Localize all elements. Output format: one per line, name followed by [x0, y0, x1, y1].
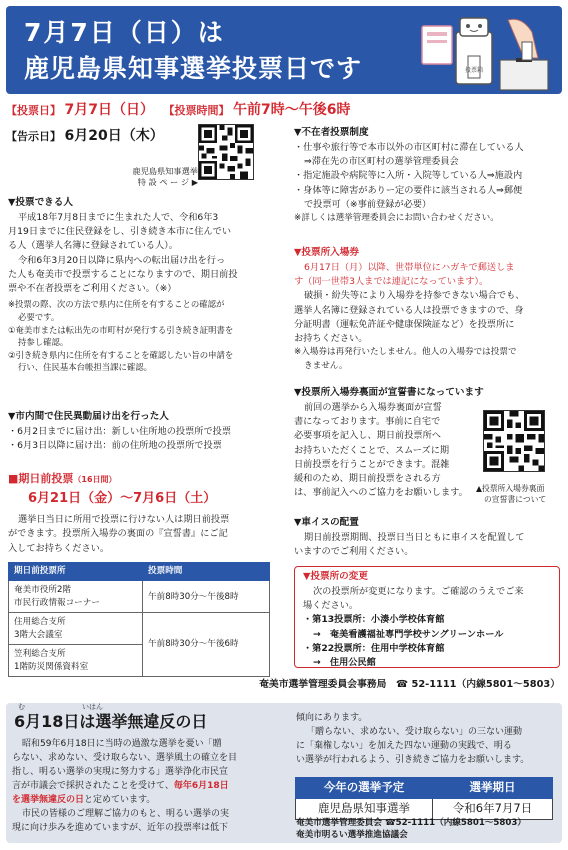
change-item-1-new: → 奄美看護福祉専門学校サングリーンホール — [313, 628, 504, 640]
wheelchair-l2: いますのでご利用ください。 — [294, 546, 414, 558]
bottom-footer — [296, 817, 558, 842]
declaration-body — [294, 401, 474, 501]
bottom-r-l3: に「棄権しない」を加えた四ない運動の実践で、明る — [296, 740, 512, 751]
early-voting-section — [8, 470, 280, 556]
footer-phone: ☎52-1111（内線5801〜5803） — [384, 818, 526, 828]
ticket-l1: 破損・紛失等により入場券を持参できない場合でも、 — [304, 290, 525, 302]
notice-date-line — [6, 126, 164, 148]
schedule-election: 鹿児島県知事選挙 — [296, 798, 433, 819]
bottom-right-text — [296, 712, 558, 768]
ticket-l4: お持ちください。 — [294, 333, 368, 345]
contact-phone: 52-1111（内線5801〜5803） — [411, 679, 560, 690]
vote-date-tag: 【投票日】 — [6, 104, 61, 117]
bottom-p1-l5-b: と定めています。 — [84, 794, 156, 805]
bottom-p1-l2: らない、求めない、受け取らない、選挙風土の確立を目 — [12, 752, 238, 763]
schedule-date: 令和6年7月7日 — [433, 798, 553, 819]
declaration-qr-caption — [476, 484, 562, 505]
ticket-l3: 分証明書（運転免許証や健康保険証など）を投票所に — [294, 318, 515, 330]
declaration-l3: 必要事項を記入し、期日前投票所へ — [294, 430, 441, 442]
eligible-note1-l1: ①奄美市または転出先の市町村が発行する引き続き証明書を — [8, 324, 234, 335]
bottom-r-l2: 「贈らない、求めない、受け取らない」の三ない運動 — [306, 726, 523, 737]
vote-date: 7月7日（日） — [64, 102, 154, 118]
eligible-heading: ▼投票できる人 — [8, 197, 73, 208]
ticket-section — [294, 246, 562, 373]
change-heading: ▼投票所の変更 — [303, 571, 368, 582]
early-p-l1: 選挙日当日に所用で投票に行けない人は期日前投票 — [18, 514, 230, 526]
ticket-n2: きません。 — [304, 360, 348, 371]
table-header-time: 投票時間 — [143, 563, 270, 581]
table-row — [9, 613, 270, 645]
change-item-1: ・第13投票所：小湊小学校体育館 — [303, 614, 445, 626]
eligible-note2-l1: ②引き続き県内に住所を有することを確認したい旨の申請を — [8, 349, 234, 360]
ticket-l2: 選挙人名簿に登録されている人は投票できますので、身 — [294, 304, 524, 316]
absentee-l5: で投票可（※事前登録が必要） — [304, 198, 432, 210]
bottom-p1-l5-a: を選挙無違反の日 — [12, 794, 85, 805]
bottom-r-l1: 傾向にあります。 — [296, 713, 368, 723]
footer-line-2: 奄美市明るい選挙推進協議会 — [296, 830, 408, 841]
declaration-l7: は、事前記入へのご協力をお願いします。 — [294, 487, 468, 499]
declaration-l1: 前回の選挙から入場券裏面が宣誓 — [304, 401, 442, 413]
wheelchair-section — [294, 516, 562, 559]
polling-place-change-box — [294, 566, 560, 668]
notice-tag: 【告示日】 — [6, 130, 61, 143]
schedule-header-row — [296, 778, 553, 799]
wheelchair-heading: ▼車イスの配置 — [294, 517, 359, 528]
bottom-title: 6月18日は選挙無違反の日 — [14, 712, 208, 731]
table-cell-time: 午前8時30分〜午後6時 — [143, 613, 270, 677]
place-line-1: 奄美市役所2階 — [14, 585, 72, 596]
declaration-l6: 緩和のため、期日前投票をされる方 — [294, 473, 441, 485]
declaration-l4: お持ちいただくことで、スムーズに期 — [294, 444, 450, 456]
moved-line-2: ・6月3日以降に届け出：前の住所地の投票所で投票 — [8, 440, 222, 452]
bottom-p1-l4-a: 言が市議会で採択されたことを受けて、 — [12, 780, 174, 791]
bottom-p2-l1: 市民の皆様のご理解ご協力のもと、明るい選挙の実 — [22, 808, 230, 819]
place-line-2: 3階大会議室 — [14, 629, 63, 640]
ticket-heading: ▼投票所入場券 — [294, 247, 359, 258]
absentee-section — [294, 126, 562, 225]
ballot-box-illustration — [412, 12, 552, 94]
moved-section — [8, 410, 280, 453]
absentee-heading: ▼不在者投票制度 — [294, 127, 369, 138]
ballot-box-label: 投票箱 — [464, 67, 484, 74]
absentee-l4: ・身体等に障害がありー定の要件に該当される人⇒郵便 — [294, 184, 523, 196]
early-period: 6月21日（金）〜7月6日（土） — [28, 491, 217, 507]
notice-date: 6月20日（木） — [64, 128, 164, 144]
absentee-l3: ・指定施設や病院等に入所・入院等している人⇒施設内 — [294, 170, 523, 182]
title-line-1: 7月7日（日）は — [24, 18, 225, 47]
moved-line-1: ・6月2日までに届け出：新しい住所地の投票所で投票 — [8, 425, 232, 437]
vote-date-line — [6, 100, 350, 122]
eligible-section — [8, 196, 280, 374]
wheelchair-l1: 期日前投票期間、投票日当日ともに車イスを配置して — [304, 531, 525, 543]
bottom-r-l4: い選挙が行われるよう、引き続きご協力をお願いします。 — [296, 754, 530, 765]
ruby-mu: む — [18, 703, 25, 711]
special-page-qr-code[interactable] — [198, 124, 254, 180]
table-header-place: 期日前投票所 — [9, 563, 143, 581]
declaration-qr-caption-1: ▲投票所入場券裏面 — [476, 484, 545, 493]
moved-heading: ▼市内間で住民異動届け出を行った人 — [8, 411, 169, 422]
schedule-header-election: 今年の選挙予定 — [296, 778, 433, 799]
ticket-n1: ※入場券は再発行いたしません。他人の入場券では投票で — [294, 347, 517, 358]
declaration-qr-code[interactable] — [483, 410, 545, 472]
eligible-p2-l3: 票や不在者投票をご利用ください。（※） — [8, 283, 177, 295]
contact-line — [200, 677, 560, 692]
ticket-red-l1: 6月17日（月）以降、世帯単位にハガキで郵送しま — [304, 261, 515, 273]
eligible-p2-l1: 令和6年3月20日以降に県内への転出届け出を行っ — [18, 254, 226, 266]
eligible-note1-l2: 持参し確認。 — [18, 337, 69, 348]
declaration-l2: 書になっております。事前に自宅で — [294, 416, 441, 428]
election-schedule-table — [295, 777, 553, 820]
place-line-1: 住用総合支所 — [14, 617, 66, 628]
eligible-note-l2: 必要です。 — [18, 311, 60, 322]
place-line-2: 1階防災関係資料室 — [14, 661, 89, 672]
vote-time-tag: 【投票時間】 — [163, 104, 230, 117]
declaration-qr-caption-2: の宣誓書について — [484, 494, 547, 504]
bottom-p1-l3: 指し、明るい選挙の実現に努力する」選挙浄化市民宣 — [12, 766, 229, 777]
ruby-ihan: いはん — [82, 703, 103, 711]
bottom-p2-l2: 現に向け歩みを進めていますが、近年の投票率は低下 — [12, 822, 229, 833]
table-header-row — [9, 563, 270, 581]
eligible-p1-l3: る人（選挙人名簿に登録されている人）。 — [8, 240, 178, 252]
table-cell-place — [9, 645, 143, 677]
bottom-p1-l1: 昭和59年6月18日に当時の過激な選挙を憂い「贈 — [22, 739, 222, 749]
qr-caption-line-2: 特 設 ペ ー ジ ▶ — [137, 177, 198, 188]
table-row — [296, 798, 553, 819]
early-voting-table — [8, 562, 270, 677]
place-line-1: 笠利総合支所 — [14, 649, 66, 660]
table-cell-place — [9, 613, 143, 645]
eligible-p1-l1: 平成18年7月8日までに生まれた人で、令和6年3 — [18, 211, 219, 223]
declaration-heading: ▼投票所入場券裏面が宣誓書になっています — [294, 387, 484, 398]
early-p-l2: ができます。投票所入場券の裏面の『宣誓書』にご記 — [8, 528, 228, 540]
bottom-left-text — [12, 738, 288, 836]
early-heading: ■期日前投票 — [8, 472, 74, 485]
place-line-2: 市民行政情報コーナー — [14, 597, 100, 608]
eligible-note-l1: ※投票の際、次の方法で県内に住所を有することの確認が — [8, 299, 225, 310]
contact-office: 奄美市選挙管理委員会事務局 — [259, 679, 387, 690]
change-item-2-new: → 住用公民館 — [313, 657, 376, 669]
ticket-red-l2: す（同一世帯3人までは連記になっています）。 — [294, 276, 489, 288]
absentee-l1: ・仕事や旅行等で本市以外の市区町村に滞在している人 — [294, 141, 524, 153]
table-cell-place — [9, 581, 143, 613]
declaration-l5: 日前投票を行うことができます。混雑 — [294, 458, 450, 470]
eligible-p2-l2: た人も奄美市で投票することになりますので、期日前投 — [8, 268, 238, 280]
bottom-p1-l4 — [12, 780, 288, 794]
qr-caption — [120, 166, 198, 188]
absentee-l6: ※詳しくは選挙管理委員会にお問い合わせください。 — [294, 213, 499, 224]
early-p-l3: 入してお持ちください。 — [8, 542, 110, 554]
eligible-notes — [8, 298, 280, 374]
qr-caption-line-1: 鹿児島県知事選挙 — [132, 166, 198, 176]
early-heading-line — [8, 470, 280, 487]
eligible-note2-l2: 行い、住民基本台帳担当課に確認。 — [18, 362, 152, 373]
eligible-p1-l2: 月19日までに住民登録をし、引き続き本市に住んでい — [8, 226, 232, 238]
table-cell-time: 午前8時30分〜午後8時 — [143, 581, 270, 613]
header-banner — [6, 6, 562, 94]
footer-org: 奄美市選挙管理委員会 — [296, 818, 382, 828]
phone-icon: ☎ — [395, 679, 409, 690]
early-heading-days: （16日間） — [73, 475, 117, 484]
title-line-2: 鹿児島県知事選挙投票日です — [24, 54, 363, 83]
change-l2: 場ください。 — [303, 600, 359, 612]
bottom-p1-l4-b: 毎年6月18日 — [173, 780, 229, 791]
absentee-l2: ⇒滞在先の市区町村の選挙管理委員会 — [304, 156, 459, 168]
vote-time: 午前7時〜午後6時 — [232, 102, 351, 118]
bottom-p1-l5 — [12, 794, 288, 808]
change-item-2: ・第22投票所：住用中学校体育館 — [303, 642, 445, 654]
schedule-header-date: 選挙期日 — [433, 778, 553, 799]
table-row — [9, 581, 270, 613]
footer-line-1 — [296, 817, 558, 829]
change-l1: 次の投票所が変更になります。ご確認のうえでご来 — [313, 585, 524, 597]
